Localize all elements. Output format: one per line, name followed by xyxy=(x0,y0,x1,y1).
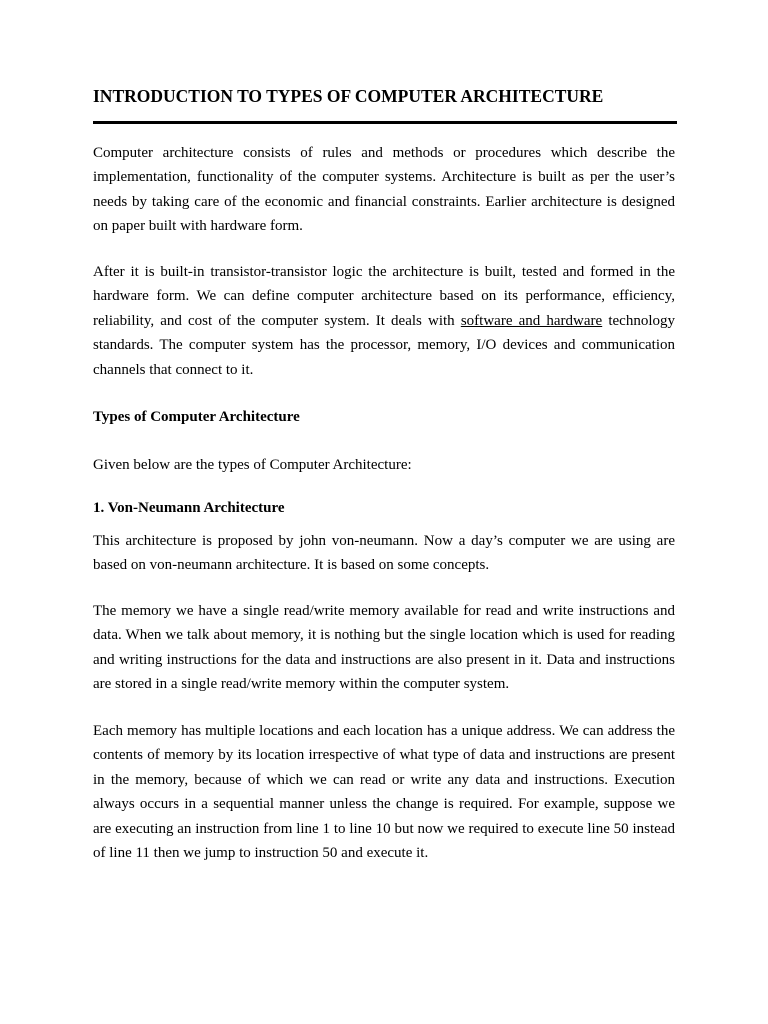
memory-paragraph: The memory we have a single read/write memory available for read and write instructions and data. When we talk about memory, it is nothing but the single location which is used for reading and writing instructions for the data and instructions are also present in it. Data and instructions are stored in a single read/write memory within the computer system. xyxy=(93,603,675,693)
definition-paragraph xyxy=(93,260,675,382)
addressing-paragraph: Each memory has multiple locations and each location has a unique address. We can address the contents of memory by its location irrespective of what type of data and instructions are present in the memory, because of which we can read or write any data and instructions. Execution always occurs in a sequential manner unless the change is required. For example, suppose we are executing an instruction from line 1 to line 10 but now we required to execute line 50 instead of line 11 then we jump to instruction 50 and execute it. xyxy=(93,723,675,862)
definition-text-start: After it is built-in transistor-transistor logic the architecture is built, tested and formed in the hardware form. We can define computer architecture based on its performance, efficiency, reliability, and cost of the computer system. It deals with xyxy=(93,264,675,329)
title-rule xyxy=(93,121,677,124)
document-title: INTRODUCTION TO TYPES OF COMPUTER ARCHITECTURE xyxy=(93,86,604,106)
types-heading: Types of Computer Architecture xyxy=(93,409,300,425)
von-neumann-heading: 1. Von-Neumann Architecture xyxy=(93,500,285,516)
von-neumann-paragraph: This architecture is proposed by john von-neumann. Now a day’s computer we are using are based on von-neumann architecture. It is based on some concepts. xyxy=(93,533,675,574)
intro-paragraph: Computer architecture consists of rules and methods or procedures which describe the implementation, functionality of the computer systems. Architecture is built as per the user’s needs by taking care of the economic and financial constraints. Earlier architecture is designed on paper built with hardware form. xyxy=(93,145,675,235)
definition-text-end: technology standards. The computer system has the processor, memory, I/O devices and communication channels that connect to it. xyxy=(93,312,675,378)
software-hardware-link[interactable]: software and hardware xyxy=(460,312,603,329)
types-intro: Given below are the types of Computer Architecture: xyxy=(93,457,412,473)
